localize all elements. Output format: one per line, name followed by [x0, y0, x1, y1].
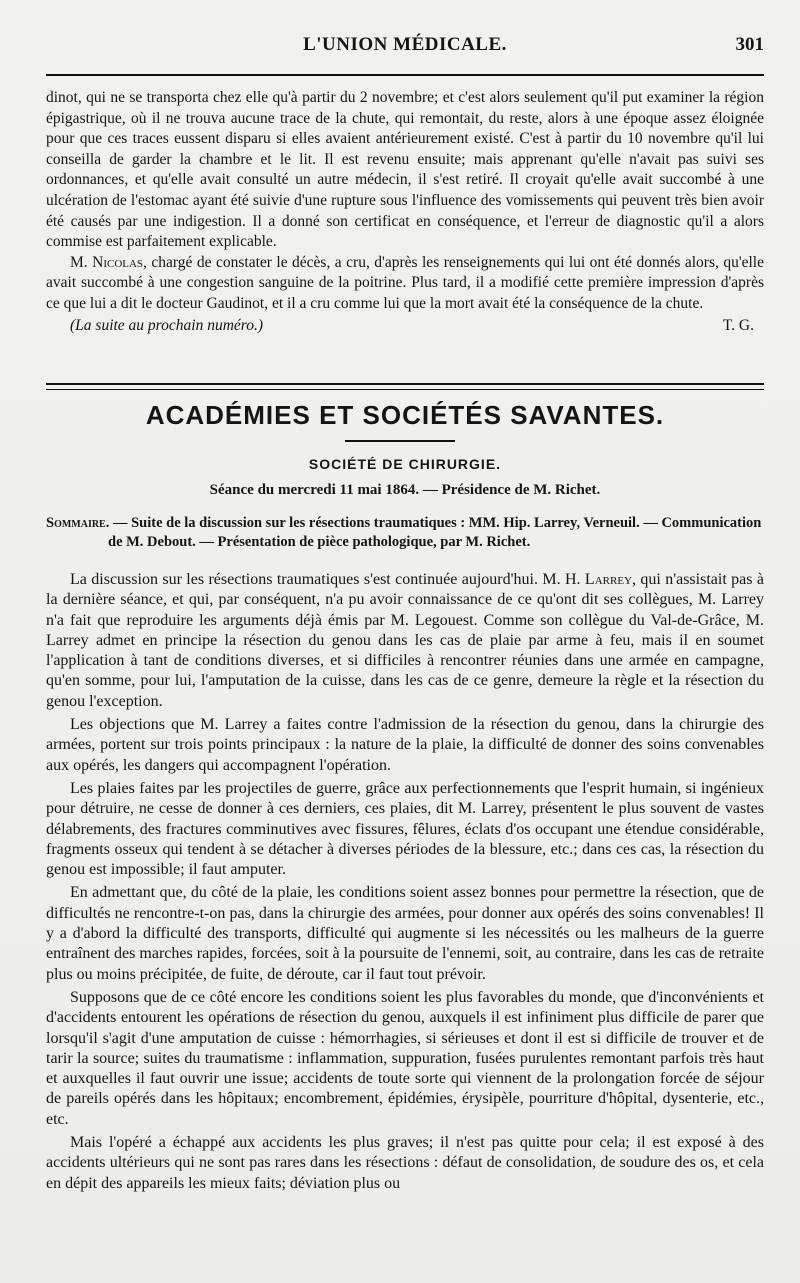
summary-text: — Suite de la discussion sur les résections traumatiques : MM. Hip. Larrey, Verneuil. — Communication de M. Debout. — Présentation de pièce pathologique, par M. Richet.	[108, 515, 762, 550]
paragraph-text: La discussion sur les résections traumatiques s'est continuée aujourd'hui. M. H.	[70, 571, 585, 588]
paragraph: Supposons que de ce côté encore les conditions soient les plus favorables du monde, que d'inconvénients et d'accidents entourent les opérations de résection du genou, auxquels il est infiniment plus difficile de parer que lorsqu'il s'agit d'une amputation de cuisse : hémorrhagies, si sérieuses et dont il est si difficile de trouver et de tarir la source; suites du traumatisme : inflammation, suppuration, fusées purulentes remontant parfois très haut et auxquelles il faut ouvrir une issue; accidents de toute sorte qui viennent de la prolongation forcée de séjour de pareils opérés dans les hôpitaux; encombrement, épidémies, érysipèle, pourriture d'hôpital, dysenterie, etc., etc.	[46, 988, 764, 1128]
article-signature-line	[46, 316, 764, 337]
running-title: L'UNION MÉDICALE.	[303, 34, 507, 55]
report-body	[46, 570, 764, 1197]
paragraph: Les objections que M. Larrey a faites contre l'admission de la résection du genou, dans la chirurgie des armées, portent sur trois points principaux : la nature de la plaie, la difficulté de donner des soins convenables aux opérés, les dangers qui accompagnent l'opération.	[46, 716, 764, 774]
paragraph: En admettant que, du côté de la plaie, les conditions soient assez bonnes pour permettre la résection, que de difficultés ne rencontre-t-on pas, dans la chirurgie des armées, pour donner aux opérés des soins convenables! Il y a d'abord la difficulté des transports, difficulté qui augmente si les nécessités ou les malheurs de la guerre entraînent des marches rapides, forcées, soit à la poursuite de l'ennemi, soit, au contraire, dans les cas de retraite plus ou moins précipitée, de fuite, de déroute, car il faut tout prévoir.	[46, 884, 764, 983]
paragraph: Les plaies faites par les projectiles de guerre, grâce aux perfectionnements que l'esprit humain, si ingénieux pour détruire, ne cesse de donner à ces derniers, ces plaies, dit M. Larrey, présentent le plus souvent de vastes délabrements, des fractures comminutives avec fissures, fêlures, éclats d'os occupant une étendue considérable, fragments osseux qui tendent à se détacher à diverses périodes de la blessure, etc.; dans ces cas, la résection du genou est impossible; il faut amputer.	[46, 779, 764, 879]
page-header	[46, 34, 764, 64]
page-number: 301	[735, 34, 764, 55]
seance-line: Séance du mercredi 11 mai 1864. — Présidence de M. Richet.	[209, 482, 601, 498]
summary-label: Sommaire.	[46, 515, 110, 531]
person-name: Larrey	[584, 571, 632, 588]
paragraph: Mais l'opéré a échappé aux accidents les plus graves; il n'est pas quitte pour cela; il est exposé à des accidents ultérieurs qui ne sont pas rares dans les résections : défaut de consolidation, de soudure des os, et cela en dépit des appareils les mieux faits; déviation plus ou	[46, 1134, 764, 1192]
paragraph-text: , chargé de constater le décès, a cru, d'après les renseignements qui lui ont été donnés alors, qu'elle avait succombé à une congestion sanguine de la poitrine. Plus tard, il a modifié cette première impression d'après ce que lui a dit le docteur Gaudinot, et il a cru comme lui que la mort avait été la conséquence de la chute.	[46, 253, 764, 312]
author-initials: T. G.	[722, 316, 754, 334]
society-heading: SOCIÉTÉ DE CHIRURGIE.	[308, 456, 502, 472]
header-rule	[46, 74, 764, 76]
paragraph	[46, 570, 764, 712]
article-continuation	[46, 88, 764, 336]
section-title: ACADÉMIES ET SOCIÉTÉS SAVANTES.	[145, 400, 665, 430]
to-be-continued-note: (La suite au prochain numéro.)	[70, 316, 264, 334]
paragraph	[46, 253, 764, 315]
section-rule-thick	[46, 383, 764, 385]
paragraph-text: , qui n'assistait pas à la dernière séance, et qui, par conséquent, n'a pu avoir connaissance de ce qu'ont dit ses collègues, M. Larrey n'a fait que reproduire les arguments déjà émis par M. Legouest. Comme son collègue du Val-de-Grâce, M. Larrey admet en principe la résection du genou dans les cas de plaie par arme à feu, mais il en soumet l'application à tant de conditions diverses, et si difficiles à rencontrer réunies dans une armée en campagne, qu'en somme, pour lui, l'amputation de la cuisse, dans les cas de ce genre, demeure la règle et la résection du genou l'exception.	[46, 571, 764, 710]
paragraph: dinot, qui ne se transporta chez elle qu'à partir du 2 novembre; et c'est alors seulement qu'il put examiner la région épigastrique, où il ne trouva aucune trace de la chute, qui remontait, du reste, alors à une époque assez éloignée pour que ces traces eussent disparu si elles avaient antérieurement existé. C'est à partir du 10 novembre qu'il lui conseilla de garder la chambre et le lit. Il est revenu ensuite; mais apprenant qu'elle n'avait pas suivi ses ordonnances, et qu'elle avait consulté un autre médecin, il s'est retiré. Il croyait qu'elle avait succombé à une ulcération de l'estomac ayant été suivie d'une rupture sous l'influence des vomissements qui peuvent très bien avoir été causés par une indigestion. Il a donné son certificat en conséquence, et l'erreur de diagnostic qu'il a alors commise est parfaitement explicable.	[46, 89, 764, 251]
section-rule-thin	[46, 389, 764, 390]
person-name: M. Nicolas	[70, 253, 144, 271]
summary	[46, 514, 764, 552]
title-underline	[345, 440, 455, 442]
